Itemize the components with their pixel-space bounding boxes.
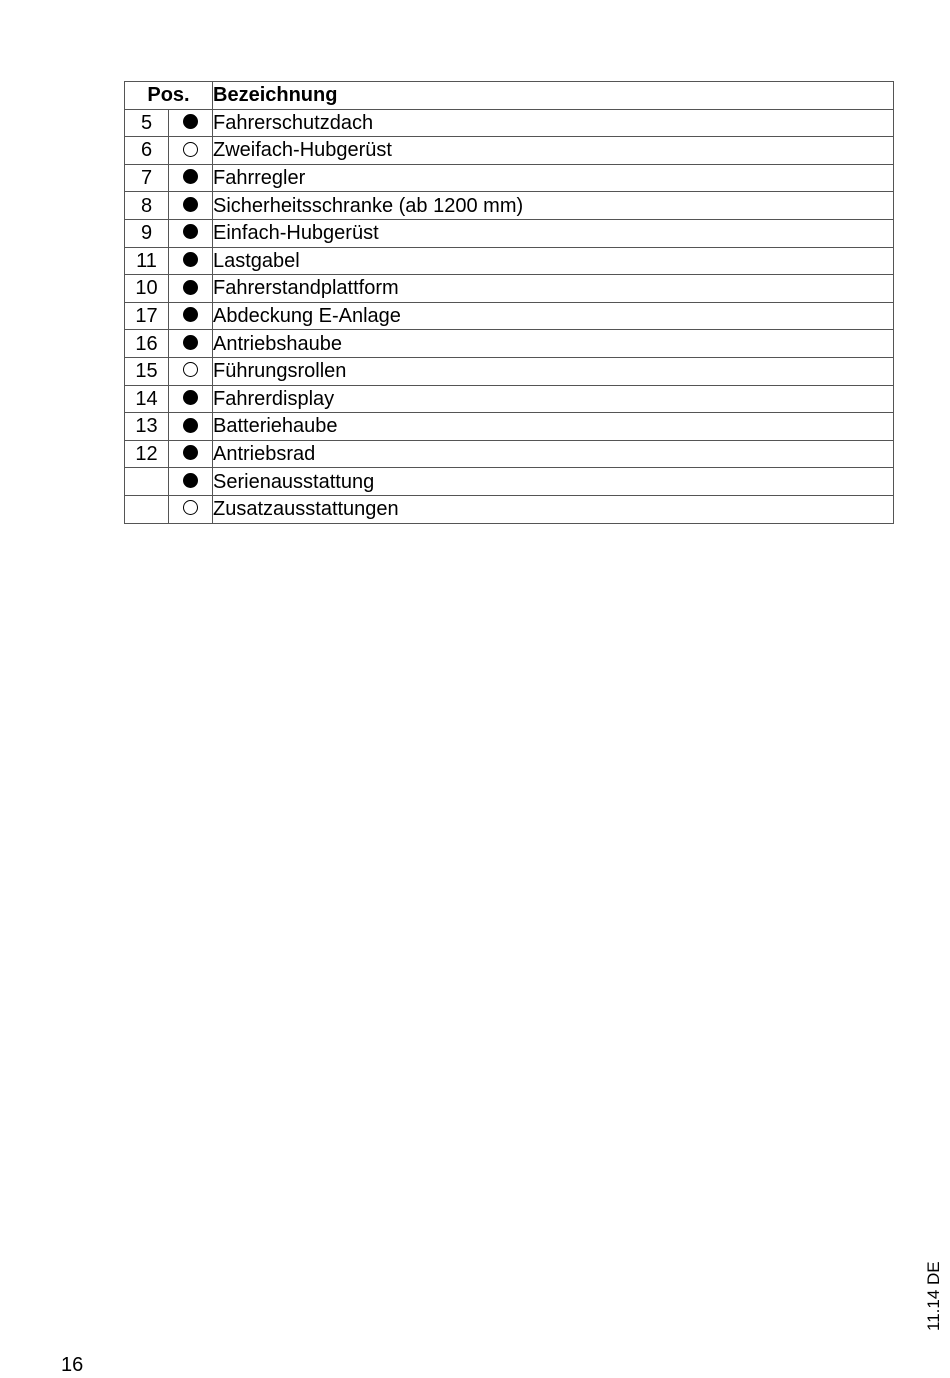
row-position [125,495,169,523]
filled-circle-icon [183,307,198,322]
row-description: Fahrregler [213,164,894,192]
row-description: Lastgabel [213,247,894,275]
filled-circle-icon [183,114,198,129]
row-description: Sicherheitsschranke (ab 1200 mm) [213,192,894,220]
row-marker-cell [169,413,213,441]
table-row [125,357,894,385]
row-position: 9 [125,219,169,247]
table-row [125,330,894,358]
row-description: Führungsrollen [213,357,894,385]
row-description: Fahrerstandplattform [213,275,894,303]
row-marker-cell [169,192,213,220]
row-marker-cell [169,275,213,303]
row-description: Zweifach-Hubgerüst [213,137,894,165]
table-row [125,440,894,468]
row-description: Einfach-Hubgerüst [213,219,894,247]
row-description: Antriebshaube [213,330,894,358]
table-row [125,302,894,330]
table-row [125,385,894,413]
row-marker-cell [169,109,213,137]
filled-circle-icon [183,197,198,212]
filled-circle-icon [183,224,198,239]
table-row [125,468,894,496]
table-row [125,164,894,192]
open-circle-icon [183,500,198,515]
row-position: 12 [125,440,169,468]
row-position: 14 [125,385,169,413]
filled-circle-icon [183,252,198,267]
row-marker-cell [169,440,213,468]
row-position: 13 [125,413,169,441]
row-description: Fahrerschutzdach [213,109,894,137]
row-marker-cell [169,468,213,496]
table-row [125,413,894,441]
table-row [125,109,894,137]
row-position: 7 [125,164,169,192]
open-circle-icon [183,142,198,157]
row-marker-cell [169,357,213,385]
row-description: Abdeckung E-Anlage [213,302,894,330]
row-position: 10 [125,275,169,303]
row-marker-cell [169,330,213,358]
row-position: 8 [125,192,169,220]
row-position: 6 [125,137,169,165]
row-description: Batteriehaube [213,413,894,441]
row-marker-cell [169,247,213,275]
row-description: Antriebsrad [213,440,894,468]
table-row [125,495,894,523]
row-position [125,468,169,496]
row-marker-cell [169,302,213,330]
filled-circle-icon [183,418,198,433]
row-position: 16 [125,330,169,358]
table-row [125,137,894,165]
filled-circle-icon [183,390,198,405]
page-number: 16 [61,1354,84,1376]
row-marker-cell [169,164,213,192]
header-description: Bezeichnung [213,82,894,110]
row-description: Serienausstattung [213,468,894,496]
open-circle-icon [183,362,198,377]
edition-label: 11.14 DE [924,1261,943,1331]
table-row [125,275,894,303]
row-position: 17 [125,302,169,330]
row-description: Zusatzausstattungen [213,495,894,523]
row-marker-cell [169,385,213,413]
table-row [125,219,894,247]
row-position: 5 [125,109,169,137]
row-marker-cell [169,495,213,523]
filled-circle-icon [183,169,198,184]
row-marker-cell [169,219,213,247]
table-header-row [125,82,894,110]
table-row [125,247,894,275]
filled-circle-icon [183,473,198,488]
filled-circle-icon [183,335,198,350]
position-legend-table [124,81,894,524]
filled-circle-icon [183,445,198,460]
row-position: 11 [125,247,169,275]
filled-circle-icon [183,280,198,295]
row-marker-cell [169,137,213,165]
row-position: 15 [125,357,169,385]
header-pos: Pos. [125,82,213,110]
table-row [125,192,894,220]
row-description: Fahrerdisplay [213,385,894,413]
